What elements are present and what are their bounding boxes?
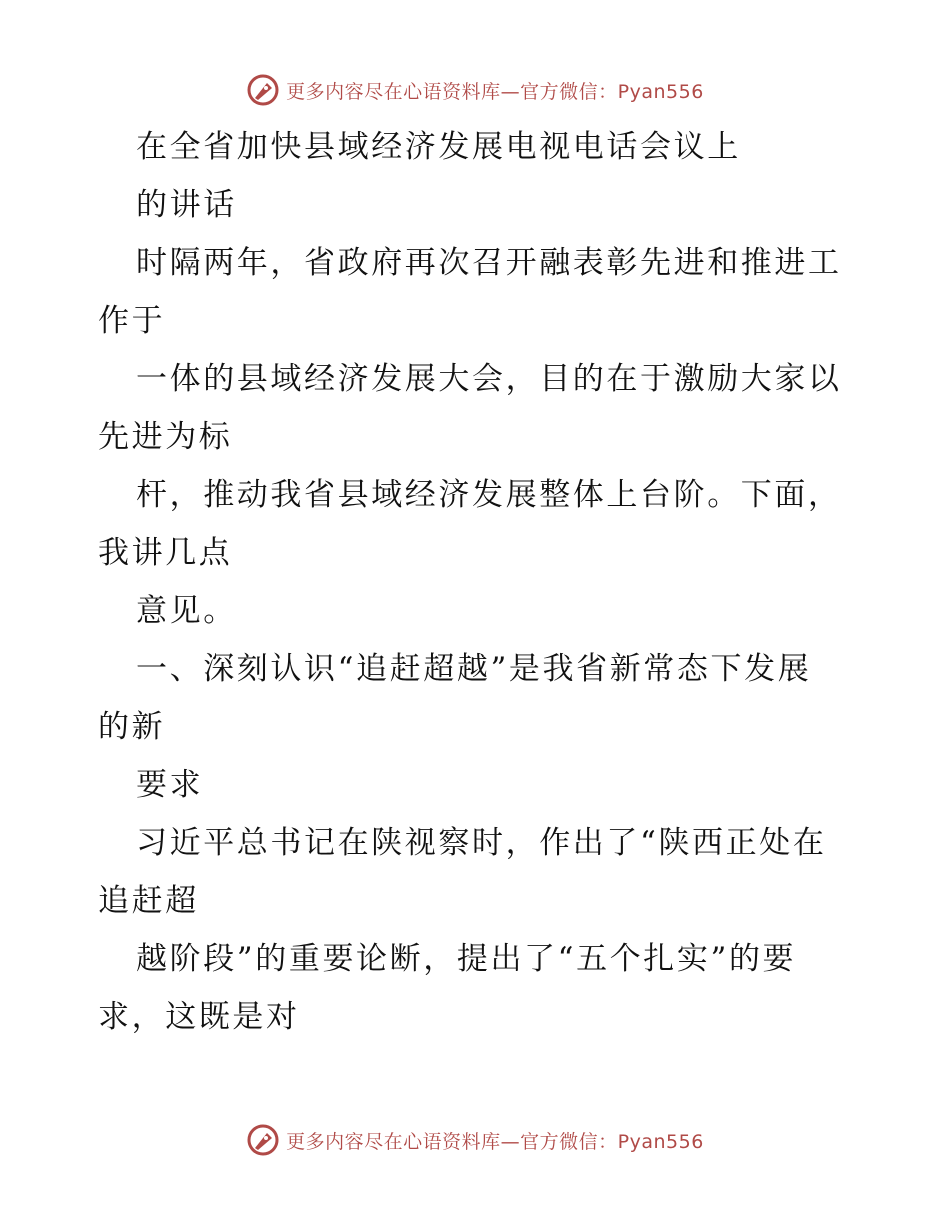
text-line: 的讲话: [136, 187, 237, 223]
watermark-text: 更多内容尽在心语资料库—官方微信：Pyan556: [286, 80, 704, 103]
text-line: 习近平总书记在陕视察时，作出了“陕西正处在: [136, 825, 827, 861]
text-line: 在全省加快县域经济发展电视电话会议上: [136, 129, 741, 165]
text-line: 要求: [136, 767, 204, 803]
text-line: 越阶段”的重要论断，提出了“五个扎实”的要: [136, 941, 797, 977]
document-body: [98, 118, 858, 1046]
text-line: 意见。: [136, 593, 237, 629]
text-line: 时隔两年，省政府再次召开融表彰先进和推进工: [136, 245, 842, 281]
text-line: 一、深刻认识“追赶超越”是我省新常态下发展: [136, 651, 812, 687]
watermark-group: [246, 1123, 704, 1157]
header-watermark: [0, 70, 950, 110]
text-line: 杆，推动我省县域经济发展整体上台阶。下面，: [136, 477, 842, 513]
text-line: 求，这既是对: [98, 999, 300, 1035]
pen-nib-circle-icon: [246, 73, 280, 107]
watermark-group: [246, 73, 704, 107]
text-line: 先进为标: [98, 419, 233, 455]
text-line: 我讲几点: [98, 535, 233, 571]
text-line: 的新: [98, 709, 166, 745]
watermark-text: 更多内容尽在心语资料库—官方微信：Pyan556: [286, 1130, 704, 1153]
pen-nib-circle-icon: [246, 1123, 280, 1157]
text-line: 一体的县域经济发展大会，目的在于激励大家以: [136, 361, 842, 397]
footer-watermark: [0, 1120, 950, 1160]
text-line: 作于: [98, 303, 166, 339]
text-line: 追赶超: [98, 883, 199, 919]
